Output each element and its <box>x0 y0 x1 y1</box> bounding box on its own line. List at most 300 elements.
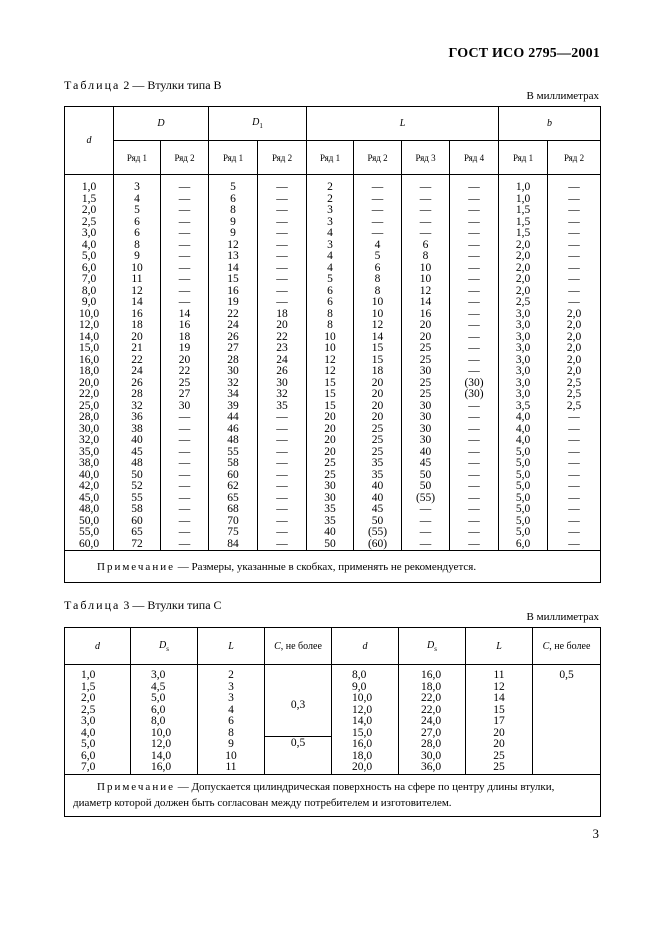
table-cell: 6 <box>327 284 333 297</box>
table-cell: — <box>178 181 191 193</box>
table-cell: 20 <box>371 376 384 389</box>
table-cell: — <box>468 457 480 469</box>
table-cell: — <box>276 434 288 446</box>
table-cell: 50 <box>419 480 432 492</box>
table-cell: 14 <box>227 261 239 274</box>
table3-header-d-left: d <box>65 628 131 665</box>
table2-col-D-r1 <box>114 175 161 551</box>
table-cell: 48 <box>131 457 143 469</box>
table-cell: 14 <box>493 692 505 704</box>
table-cell: — <box>468 192 480 205</box>
table-cell: — <box>178 227 191 239</box>
table-cell: 30 <box>227 365 239 377</box>
table-cell: 22,0 <box>78 388 100 400</box>
table-cell: 10 <box>324 330 336 343</box>
table-cell: 30 <box>178 399 191 412</box>
table-cell: 3 <box>228 692 234 704</box>
table-cell: — <box>178 250 191 262</box>
table-cell: 3,0 <box>151 669 166 681</box>
table-cell: 6,0 <box>151 703 166 716</box>
table3-C-bottom: 0,5 <box>265 737 332 774</box>
table-cell: 40 <box>324 526 336 538</box>
table-cell: 6 <box>327 296 333 308</box>
table-cell: 20,0 <box>78 376 100 389</box>
table3-col-Ds-right <box>399 665 466 775</box>
table-cell: 3 <box>228 680 234 693</box>
table-cell: — <box>419 526 432 538</box>
table-cell: 9 <box>228 738 234 750</box>
table-cell: 3,0 <box>515 319 531 331</box>
table-cell: 2,5 <box>81 215 97 228</box>
table-cell: 11 <box>493 669 505 681</box>
table-cell: — <box>568 514 580 527</box>
subheader: Ряд 1 <box>499 141 548 175</box>
table-cell: — <box>468 273 480 285</box>
table-cell: 5 <box>230 181 236 193</box>
table-cell: 38,0 <box>78 457 100 469</box>
table-cell: 5,0 <box>151 692 166 704</box>
table-cell: — <box>568 445 580 458</box>
table-cell: 5,0 <box>515 491 531 504</box>
table-cell: (60) <box>367 537 388 550</box>
table-cell: 5,0 <box>515 445 531 458</box>
table2-col-L-r3 <box>402 175 450 551</box>
table-cell: 68 <box>227 503 239 515</box>
table2-units: В миллиметрах <box>526 90 599 102</box>
table-cell: 20 <box>276 319 288 331</box>
table3-note-label: Примечание <box>97 781 175 793</box>
table-cell: 5,0 <box>515 468 531 481</box>
table-cell: 4 <box>228 703 234 716</box>
table-cell: 1,5 <box>515 215 531 228</box>
table-cell: 22,0 <box>421 692 442 704</box>
table-cell: 6,0 <box>81 261 97 274</box>
table-cell: 15 <box>227 273 239 285</box>
table-cell: 3,0 <box>515 353 531 366</box>
table-cell: — <box>568 296 580 308</box>
table-cell: 7,0 <box>81 761 96 773</box>
table-cell: — <box>178 215 191 228</box>
table-cell: 3,0 <box>515 388 531 400</box>
table-cell: 25 <box>419 376 432 389</box>
table-cell: 2,0 <box>566 353 582 366</box>
table-cell: — <box>178 480 191 492</box>
table-cell: — <box>178 204 191 216</box>
table-cell: 5,0 <box>515 457 531 469</box>
subheader: Ряд 2 <box>161 141 209 175</box>
table-cell: 28,0 <box>421 738 442 750</box>
table-cell: 16 <box>419 307 432 320</box>
table2-col-b-r2 <box>548 175 601 551</box>
table-cell: 9,0 <box>352 680 367 693</box>
table-cell: — <box>276 537 288 550</box>
table-cell: 22 <box>276 330 288 343</box>
table-cell: 14,0 <box>78 330 100 343</box>
table-cell: 3,0 <box>515 376 531 389</box>
table-cell: 6 <box>134 227 140 239</box>
table-cell: 10 <box>371 296 384 308</box>
table-cell: 23 <box>276 342 288 354</box>
table3-header-L-right: L <box>466 628 533 665</box>
table-cell: 9,0 <box>81 296 97 308</box>
table-cell: 7,0 <box>81 273 97 285</box>
table-cell: — <box>468 250 480 262</box>
table-cell: 17 <box>493 715 505 727</box>
table-cell: 35 <box>324 503 336 515</box>
table-cell: 42,0 <box>78 480 100 492</box>
table-cell: — <box>178 457 191 469</box>
table-cell: 25 <box>419 342 432 354</box>
table-cell: 11 <box>131 273 143 285</box>
table-cell: 3,0 <box>81 715 96 727</box>
table-cell: 55 <box>227 445 239 458</box>
table-cell: — <box>276 227 288 239</box>
table3-col-d-right <box>332 665 399 775</box>
table-cell: — <box>568 503 580 515</box>
table-cell: 15 <box>493 703 505 716</box>
table-cell: 2,0 <box>81 204 97 216</box>
subheader: Ряд 1 <box>307 141 354 175</box>
table-cell: 1,5 <box>81 192 97 205</box>
table-cell: 52 <box>131 480 143 492</box>
table-cell: 40 <box>371 480 384 492</box>
table-cell: 15 <box>371 342 384 354</box>
table-cell: — <box>468 319 480 331</box>
table-cell: 2 <box>327 192 333 205</box>
table-cell: 3,0 <box>515 365 531 377</box>
table-cell: 10 <box>419 273 432 285</box>
table-cell: 3 <box>134 181 140 193</box>
table-cell: 65 <box>227 491 239 504</box>
table-cell: 2,5 <box>566 399 582 412</box>
table-cell: — <box>568 215 580 228</box>
table-cell: 50 <box>131 468 143 481</box>
table3-header-Ds-right: $D_s$ <box>399 628 466 665</box>
table-cell: — <box>178 422 191 435</box>
table-cell: — <box>371 192 384 205</box>
table3-col-Ds-left <box>131 665 198 775</box>
table2-col-D-r2 <box>161 175 209 551</box>
table-cell: 48,0 <box>78 503 100 515</box>
table2-header-L: L <box>307 107 499 141</box>
table-cell: 20 <box>324 411 336 423</box>
table-cell: — <box>276 480 288 492</box>
table3-header-C-right: C, не более <box>533 628 601 665</box>
table-cell: 25 <box>324 457 336 469</box>
table-cell: 40 <box>419 445 432 458</box>
table-cell: 10,0 <box>151 726 172 739</box>
table-cell: 10 <box>131 261 143 274</box>
table-cell: 16 <box>131 307 143 320</box>
table-cell: 15 <box>324 399 336 412</box>
table-cell: 25 <box>419 353 432 366</box>
table-cell: 8,0 <box>81 284 97 297</box>
table-cell: 20 <box>371 411 384 423</box>
table-cell: 50 <box>419 468 432 481</box>
table3-note <box>65 774 601 816</box>
table-cell: 3,0 <box>515 342 531 354</box>
table-cell: — <box>468 204 480 216</box>
table-cell: 4,0 <box>515 411 531 423</box>
table-cell: 11 <box>225 761 237 773</box>
table-cell: — <box>468 261 480 274</box>
table-cell: — <box>276 491 288 504</box>
table2-caption-text: 2 — Втулки типа В <box>123 78 222 92</box>
table-cell: 12,0 <box>151 738 172 750</box>
table-cell: — <box>568 526 580 538</box>
table-cell: — <box>419 215 432 228</box>
table-cell: 30 <box>419 399 432 412</box>
table-cell: 2,0 <box>566 307 582 320</box>
table-cell: 6 <box>134 215 140 228</box>
table-cell: — <box>178 284 191 297</box>
table-cell: — <box>468 215 480 228</box>
table-cell: 25 <box>324 468 336 481</box>
table-cell: — <box>276 181 288 193</box>
table-cell: 32,0 <box>78 434 100 446</box>
table-cell: 4,5 <box>151 680 166 693</box>
table-cell: — <box>468 399 480 412</box>
table-cell: — <box>568 434 580 446</box>
table-cell: 6 <box>422 238 429 251</box>
table-cell: 28 <box>131 388 143 400</box>
table-cell: 14 <box>178 307 191 320</box>
table-cell: 25 <box>419 388 432 400</box>
table-cell: 32 <box>131 399 143 412</box>
table-cell: 10 <box>225 749 237 762</box>
table-cell: 12,0 <box>352 703 373 716</box>
table-cell: — <box>178 514 191 527</box>
table-cell: — <box>276 261 288 274</box>
table2-caption <box>64 78 222 93</box>
subheader: Ряд 2 <box>258 141 307 175</box>
table-cell: 6 <box>374 261 381 274</box>
subheader: Ряд 1 <box>114 141 161 175</box>
table-cell: — <box>568 480 580 492</box>
table-cell: 3,5 <box>515 399 531 412</box>
table-cell: (30) <box>464 388 484 400</box>
table3-header-Ds-left: $D_s$ <box>131 628 198 665</box>
subheader: Ряд 1 <box>209 141 258 175</box>
table-cell: 20 <box>419 319 432 331</box>
table-cell: 12 <box>324 353 336 366</box>
table3-header-L-left: L <box>198 628 265 665</box>
table2-header-d: d <box>65 107 114 175</box>
table-cell: 20,0 <box>352 761 373 773</box>
table-cell: — <box>568 238 580 251</box>
table-cell: 20 <box>324 422 336 435</box>
table3-caption <box>64 598 222 613</box>
table-cell: 55,0 <box>78 526 100 538</box>
table-cell: — <box>568 537 580 550</box>
table-cell: 1,0 <box>81 181 97 193</box>
table2-col-L-r1 <box>307 175 354 551</box>
table-cell: 35 <box>371 468 384 481</box>
table-cell: 15 <box>324 376 336 389</box>
table-cell: 25 <box>178 376 191 389</box>
table-cell: — <box>178 468 191 481</box>
table-cell: 14,0 <box>352 715 373 727</box>
table-cell: 25 <box>493 749 505 762</box>
table-cell: 16 <box>178 319 191 331</box>
page-number: 3 <box>592 826 599 841</box>
table-cell: 1,5 <box>515 227 531 239</box>
table-cell: 1,5 <box>81 680 96 693</box>
table-cell: 2,5 <box>81 703 96 716</box>
table-cell: 34 <box>227 388 239 400</box>
table-cell: 30 <box>419 365 432 377</box>
table-cell: — <box>178 261 191 274</box>
table-cell: — <box>276 422 288 435</box>
table-cell: 12 <box>324 365 336 377</box>
table2-col-L-r2 <box>354 175 402 551</box>
table-cell: — <box>178 526 191 538</box>
table-cell: 22 <box>178 365 191 377</box>
table-cell: 36,0 <box>421 761 442 773</box>
table-cell: — <box>178 273 191 285</box>
table3-note-text: — Допускается цилиндрическая поверхность на сфере по центру длины втулки, диаметр которой должен быть согласован между потребителем и изготовителем. <box>73 781 555 809</box>
table-cell: 26 <box>227 330 239 343</box>
table-cell: — <box>468 491 480 504</box>
table-cell: 2,5 <box>566 376 582 389</box>
table-cell: 20 <box>371 388 384 400</box>
table-cell: 2,0 <box>566 330 582 343</box>
table-cell: 25,0 <box>78 399 100 412</box>
table-cell: — <box>371 204 384 216</box>
table-cell: 3 <box>327 215 333 228</box>
table-cell: — <box>371 181 384 193</box>
table-cell: — <box>468 330 480 343</box>
table-cell: 3 <box>327 238 333 251</box>
table-cell: 2,0 <box>566 319 582 331</box>
table-cell: 4,0 <box>515 422 531 435</box>
table2-note <box>65 551 601 583</box>
subheader: Ряд 2 <box>548 141 601 175</box>
table-cell: 9 <box>230 215 236 228</box>
table-cell: 5,0 <box>81 738 96 750</box>
table-cell: 30 <box>324 491 336 504</box>
table-cell: 2,5 <box>515 296 531 308</box>
table-cell: — <box>468 434 480 446</box>
table-cell: — <box>178 192 191 205</box>
table-cell: 25 <box>371 422 384 435</box>
table-cell: — <box>468 353 480 366</box>
table-cell: 45 <box>371 503 384 515</box>
table-cell: 48 <box>227 434 239 446</box>
table-cell: 12 <box>131 284 143 297</box>
table-cell: 2,0 <box>566 365 582 377</box>
table-cell: 40,0 <box>78 468 100 481</box>
table-cell: 22 <box>227 307 239 320</box>
table-cell: 8 <box>374 284 381 297</box>
table-cell: — <box>276 215 288 228</box>
table-cell: 18 <box>276 307 288 320</box>
table-cell: 5,0 <box>81 250 97 262</box>
table-cell: — <box>468 468 480 481</box>
table-cell: — <box>178 434 191 446</box>
table-cell: — <box>568 491 580 504</box>
table-cell: 13 <box>227 250 239 262</box>
table-cell: — <box>276 468 288 481</box>
table-cell: 30 <box>419 434 432 446</box>
table-cell: 20 <box>371 399 384 412</box>
table-cell: — <box>419 537 432 550</box>
table-cell: — <box>276 445 288 458</box>
table-cell: 18,0 <box>78 365 100 377</box>
standard-header: ГОСТ ИСО 2795—2001 <box>448 46 600 61</box>
table-cell: 35 <box>276 399 288 412</box>
table-cell: — <box>178 503 191 515</box>
table-cell: — <box>468 514 480 527</box>
table-cell: 60,0 <box>78 537 100 550</box>
table-cell: — <box>178 296 191 308</box>
table-cell: 12 <box>493 680 505 693</box>
table-cell: — <box>276 411 288 423</box>
table-cell: 26 <box>276 365 288 377</box>
table-cell: 60 <box>227 468 239 481</box>
table-cell: 40 <box>131 434 143 446</box>
table-cell: 8 <box>327 319 333 331</box>
table-cell: 18,0 <box>421 680 442 693</box>
table-cell: — <box>468 342 480 354</box>
table2-note-text: — Размеры, указанные в скобках, применять не рекомендуется. <box>177 560 477 573</box>
table-cell: 24 <box>227 319 239 331</box>
table-cell: 4 <box>327 227 333 239</box>
table-cell: 16,0 <box>352 738 373 750</box>
table-cell: — <box>568 181 580 193</box>
table2 <box>64 106 601 583</box>
table-cell: 10 <box>371 307 384 320</box>
table-cell: 72 <box>131 537 143 550</box>
table3-col-L-right <box>466 665 533 775</box>
table-cell: 62 <box>227 480 239 492</box>
table-cell: 58 <box>227 457 239 469</box>
table-cell: — <box>468 445 480 458</box>
table-cell: 4 <box>134 192 140 205</box>
table-cell: 15 <box>371 353 384 366</box>
table-cell: 18,0 <box>352 749 373 762</box>
table-cell: — <box>178 537 191 550</box>
table-cell: 84 <box>227 537 239 550</box>
table-cell: 8 <box>422 250 429 262</box>
table-cell: 6 <box>230 192 236 205</box>
table-cell: 30,0 <box>421 749 442 762</box>
table-cell: — <box>276 503 288 515</box>
table-cell: 2,0 <box>515 261 531 274</box>
table-cell: 14,0 <box>151 749 172 762</box>
table-cell: 8 <box>228 726 234 739</box>
table-cell: — <box>276 514 288 527</box>
table-cell: 25 <box>371 445 384 458</box>
table-cell: (55) <box>415 491 436 504</box>
table-cell: 3,0 <box>515 307 531 320</box>
table-cell: 2,0 <box>566 342 582 354</box>
table-cell: 18 <box>131 319 143 331</box>
table-cell: — <box>276 457 288 469</box>
table-cell: 60 <box>131 514 143 527</box>
table-cell: 1,0 <box>81 669 96 681</box>
table-cell: 5 <box>374 250 381 262</box>
table-cell: 26 <box>131 376 143 389</box>
table-cell: — <box>276 238 288 251</box>
table-cell: — <box>178 445 191 458</box>
table-cell: 50 <box>371 514 384 527</box>
table-cell: 32 <box>276 388 288 400</box>
table-cell: 27 <box>227 342 239 354</box>
table-cell: 3,0 <box>81 227 97 239</box>
table-cell: 18 <box>178 330 191 343</box>
table-cell: 20 <box>131 330 143 343</box>
